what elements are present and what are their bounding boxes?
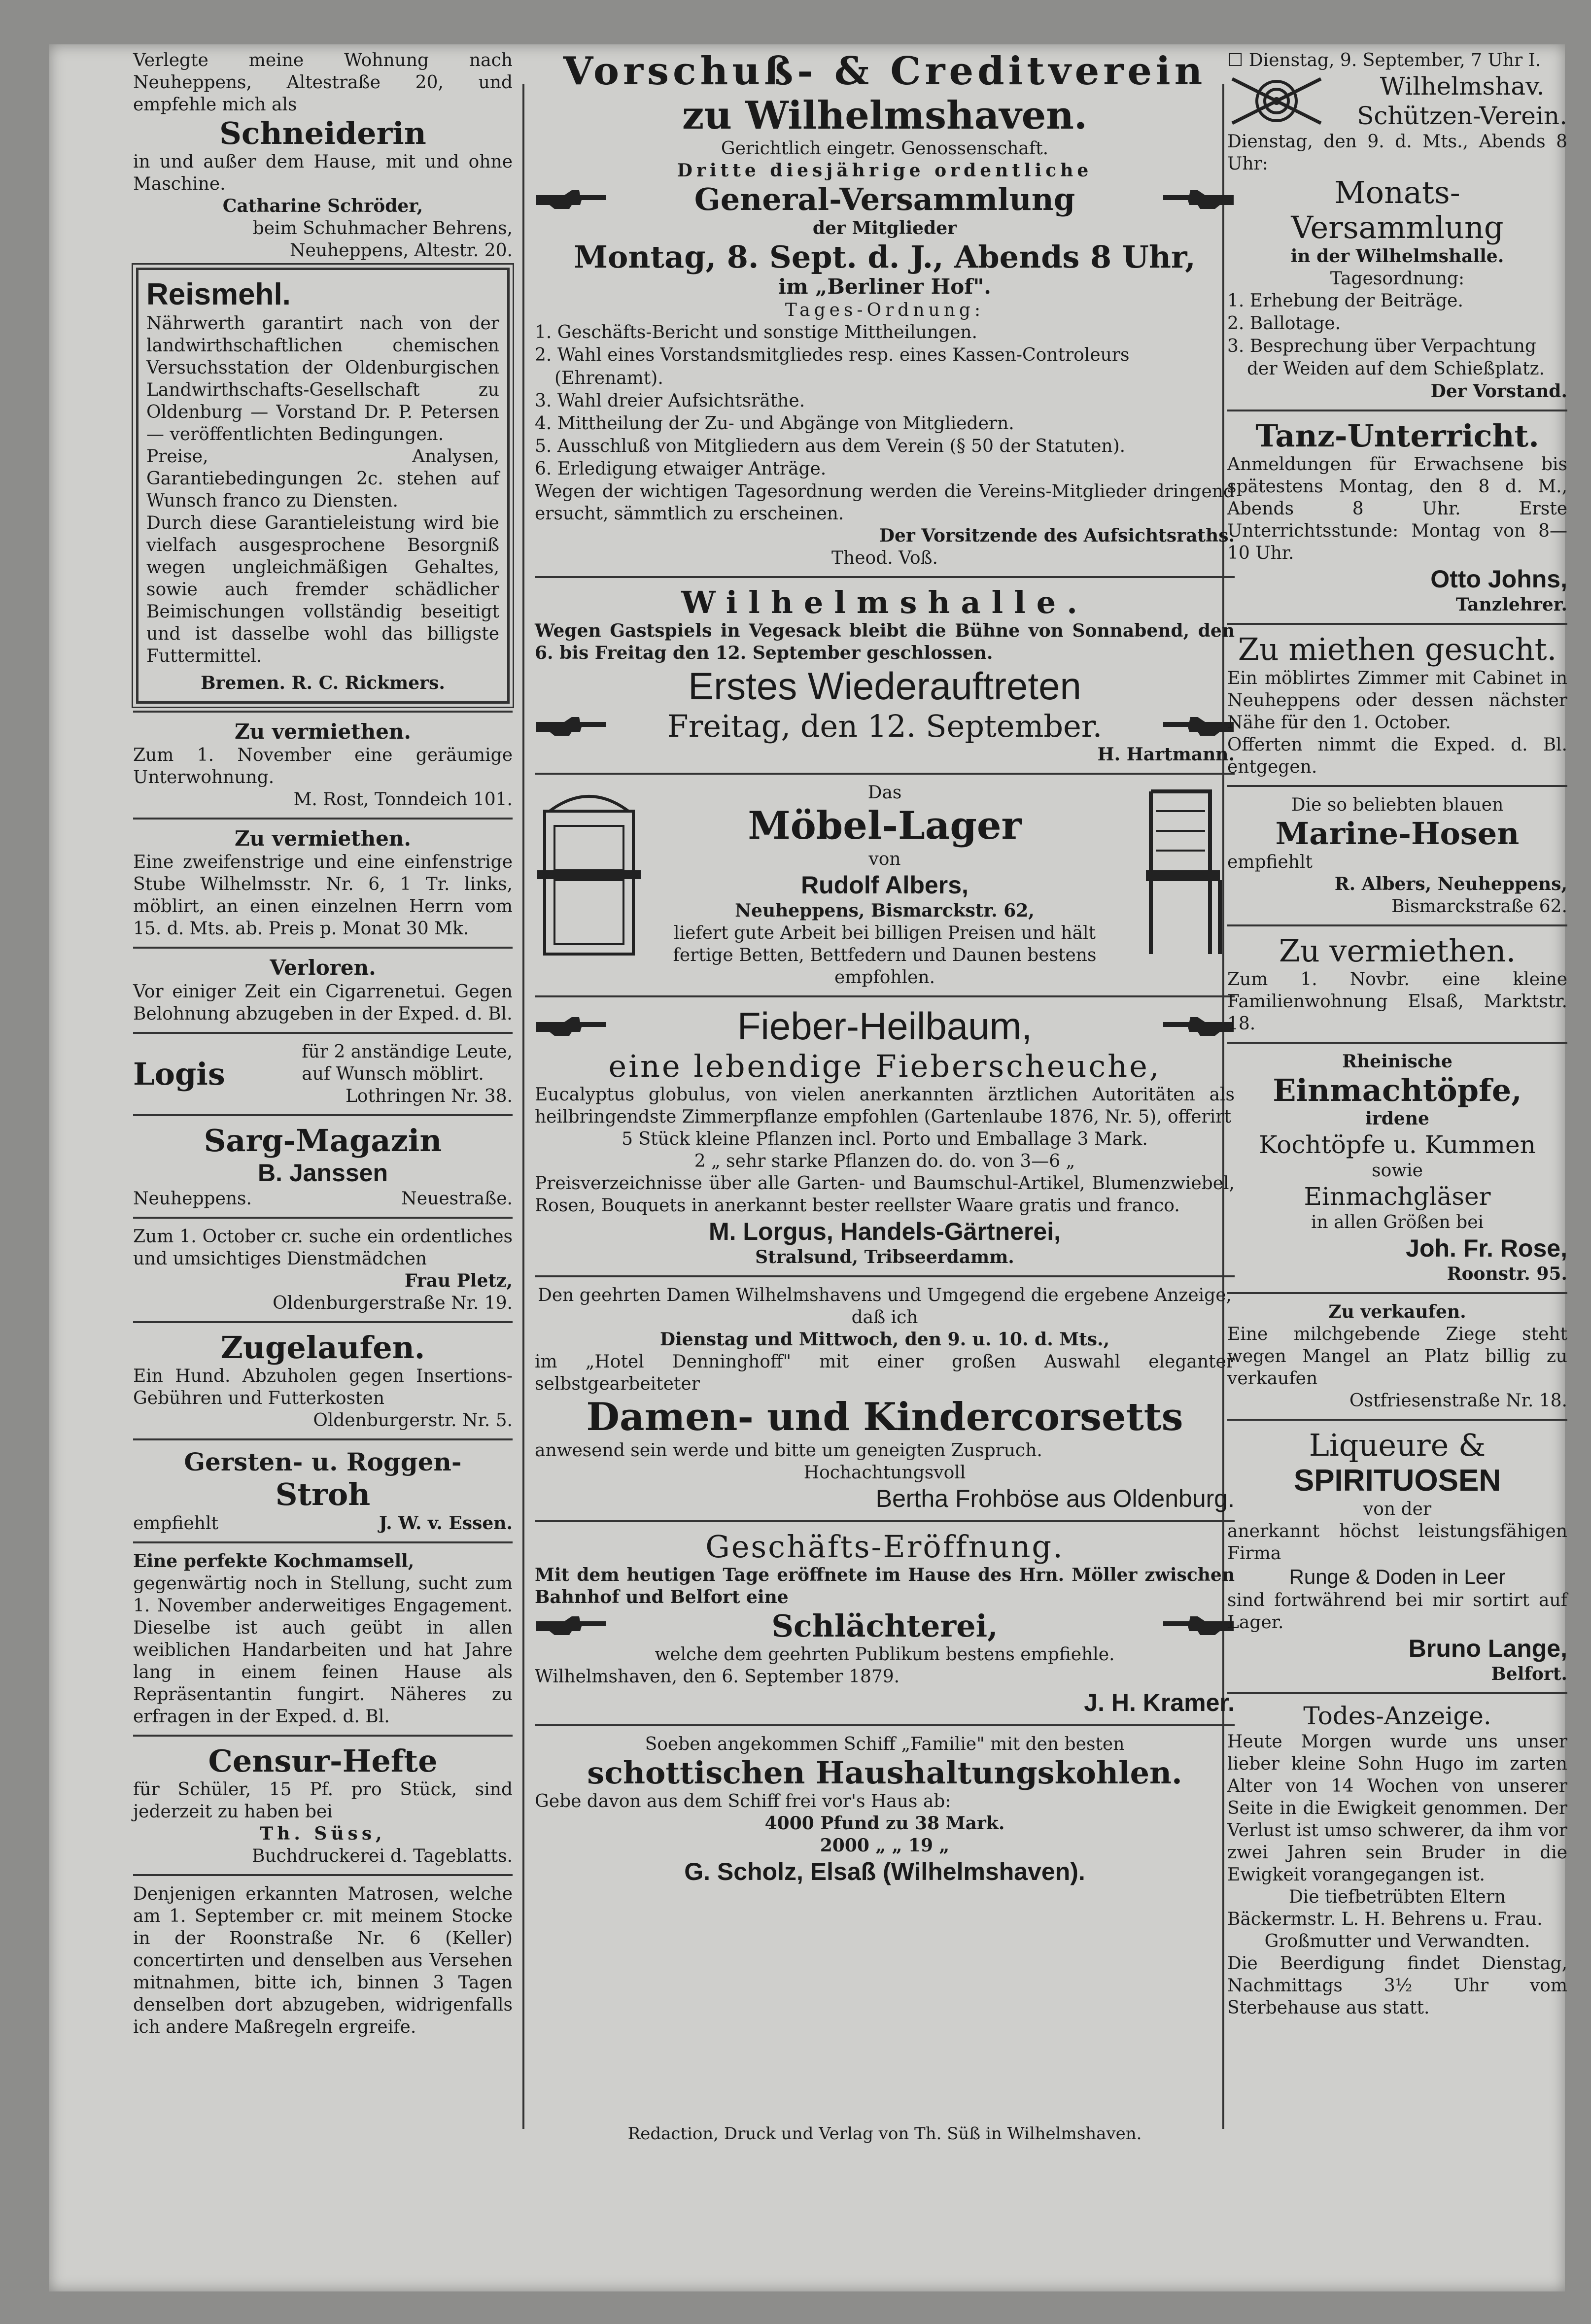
ad-text: Gerichtlich eingetr. Genossenschaft. [721, 138, 1049, 159]
ad-signature: Lothringen Nr. 38. [345, 1086, 513, 1106]
ad-zu-vermiethen [1227, 933, 1567, 1035]
ad-signature: R. Albers, Neuheppens, [1334, 873, 1567, 894]
ad-title: Zu vermiethen. [234, 719, 411, 744]
ad-title: Vorschuß- & Creditverein [563, 49, 1207, 94]
divider [1227, 623, 1567, 625]
ad-text: welche dem geehrten Publikum bestens empfiehle. [655, 1644, 1115, 1665]
ad-address: Neuheppens, Bismarckstr. 62, [735, 900, 1035, 921]
divider [133, 1874, 513, 1876]
ad-text: liefert gute Arbeit bei billigen Preisen und hält fertige Betten, Bettfedern und Daunen bestens empfohlen. [673, 923, 1097, 988]
ad-text: Wegen der wichtigen Tagesordnung werden die Vereins-Mitglieder dringend ersucht, sämmtlich zu erscheinen. [535, 481, 1235, 524]
ad-text: Neuestraße. [401, 1189, 513, 1209]
pointing-hand-right-icon [535, 715, 609, 738]
ad-signature: G. Scholz, Elsaß (Wilhelmshaven). [684, 1858, 1085, 1886]
column-rule-left [522, 84, 524, 2129]
agenda-item: 2. Ballotage. [1227, 313, 1341, 334]
pointing-hand-left-icon [1161, 1015, 1235, 1038]
ad-title: eine lebendige Fieberscheuche, [608, 1048, 1161, 1084]
ad-address: Roonstr. 95. [1447, 1264, 1567, 1285]
ad-text: sowie [1372, 1161, 1423, 1181]
pointing-hand-right-icon [535, 1015, 609, 1038]
ad-signature: Der Vorstand. [1430, 380, 1567, 402]
ad-title: zu Wilhelmshaven. [682, 93, 1088, 138]
chair-illustration [1126, 782, 1235, 959]
ad-text: Neuheppens. [133, 1189, 252, 1209]
ad-text: Zum 1. October cr. suche ein ordentliches und umsichtiges Dienstmädchen [133, 1227, 513, 1269]
ad-sarg-magazin [133, 1123, 513, 1210]
ad-title: Einmachgläser [1304, 1182, 1491, 1211]
ad-text: Offerten nimmt die Exped. d. Bl. entgegen. [1227, 734, 1567, 777]
ad-title: Logis [133, 1056, 225, 1092]
ad-text: sind fortwährend bei mir sortirt auf Lager. [1227, 1590, 1567, 1633]
ad-text: anwesend sein werde und bitte um geneigten Zuspruch. [535, 1440, 1042, 1461]
ad-ziege [1227, 1301, 1567, 1412]
ad-title: Einmachtöpfe, [1273, 1072, 1522, 1109]
ad-text: Wilhelmshaven, den 6. September 1879. [535, 1667, 900, 1687]
divider [133, 947, 513, 949]
ad-text: Das [867, 783, 902, 803]
divider [133, 1438, 513, 1440]
ad-title: Eine perfekte Kochmamsell, [133, 1550, 415, 1572]
ad-title: Zugelaufen. [220, 1330, 425, 1366]
ad-title: Zu verkaufen. [1328, 1301, 1466, 1323]
ad-title: Todes-Anzeige. [1303, 1702, 1491, 1731]
ad-reismehl [136, 268, 510, 703]
divider [1227, 924, 1567, 926]
ad-text: Verlegte meine Wohnung nach Neuheppens, Altestraße 20, und empfehle mich als [133, 50, 513, 115]
ad-text: Eine milchgebende Ziege steht wegen Mangel an Platz billig zu verkaufen [1227, 1324, 1567, 1389]
ad-liqueure [1227, 1428, 1567, 1685]
ad-text: Die Beerdigung findet Dienstag, Nachmittags 3½ Uhr vom Sterbehause aus statt. [1227, 1953, 1567, 2018]
ad-name: Rudolf Albers, [801, 871, 968, 899]
ad-text: auf Wunsch möblirt. [302, 1063, 484, 1084]
ad-text: Zum 1. November eine geräumige Unterwohnung. [133, 745, 513, 787]
ad-signature: J. H. Kramer. [1084, 1689, 1235, 1717]
ad-text: Dienstag, 9. September, 7 Uhr I. [1248, 50, 1541, 70]
ad-text [1227, 49, 1567, 71]
ad-miethen-gesucht [1227, 632, 1567, 778]
pointing-hand-right-icon [535, 1614, 609, 1637]
ad-text: Die so beliebten blauen [1291, 794, 1504, 815]
ad-signature: Bismarckstraße 62. [1391, 896, 1567, 917]
agenda-item: 4. Mittheilung der Zu- und Abgänge von Mitgliedern. [535, 413, 1014, 434]
ad-text: Denjenigen erkannten Matrosen, welche am 1. September cr. mit meinem Stocke in der Roonstraße Nr. 6 (Keller) concertirten und denselben aus Versehen mitnahmen, bitte ich, binnen 3 Tagen denselben dort abzugeben, widrigenfalls ich andere Maßregeln ergreife. [133, 1883, 513, 2037]
ad-title: Verloren. [270, 956, 376, 980]
ad-signature: Ostfriesenstraße Nr. 18. [1349, 1391, 1567, 1411]
divider [133, 1321, 513, 1323]
ad-text: Preise, Analysen, Garantiebedingungen 2c. stehen auf Wunsch franco zu Diensten. [146, 446, 499, 511]
ad-title: Wilhelmshav. [1380, 72, 1545, 101]
ad-text: Zum 1. Novbr. eine kleine Familienwohnung Elsaß, Marktstr. 18. [1227, 969, 1567, 1034]
ad-name: Catharine Schröder, [222, 196, 423, 217]
ad-text: von der [1363, 1499, 1432, 1519]
ad-title: Marine-Hosen [1275, 815, 1520, 852]
ad-text: Vor einiger Zeit ein Cigarrenetui. Gegen Belohnung abzugeben in der Exped. d. Bl. [133, 981, 513, 1024]
ad-signature: Frau Pletz, [404, 1270, 513, 1292]
ad-signature: Oldenburgerstr. Nr. 5. [313, 1410, 513, 1431]
ad-name: M. Lorgus, Handels-Gärtnerei, [708, 1217, 1061, 1245]
ad-text: Wegen Gastspiels in Vegesack bleibt die Bühne von Sonnabend, den 6. bis Freitag den 12. September geschlossen. [535, 620, 1235, 664]
agenda-item: 2. Wahl eines Vorstandsmitgliedes resp. eines Kassen-Controleurs (Ehrenamt). [535, 345, 1130, 388]
ad-title: Damen- und Kindercorsetts [586, 1394, 1183, 1439]
ad-vermiethen-2 [133, 826, 513, 940]
agenda-item: 1. Erhebung der Beiträge. [1227, 290, 1463, 311]
ad-marine-hosen [1227, 794, 1567, 918]
ad-text: 2000 „ „ 19 „ [820, 1835, 950, 1856]
ad-text: Durch diese Garantieleistung wird bie vielfach ausgesprochene Besorgniß wegen ungleichmäßigen Gehaltes, sowie auch fremder schädlicher Beimischungen vollständig beseitigt und ist dasselbe wohl das billigste Futtermittel. [146, 513, 499, 666]
divider [133, 711, 513, 713]
agenda-item: 1. Geschäfts-Bericht und sonstige Mittheilungen. [535, 322, 977, 343]
meeting-date: Dienstag, den 9. d. Mts., Abends 8 Uhr: [1227, 132, 1567, 174]
ad-text: für Schüler, 15 Pf. pro Stück, sind jederzeit zu haben bei [133, 1779, 513, 1822]
ad-text: empfiehlt [1227, 852, 1313, 872]
divider [1227, 1419, 1567, 1421]
ad-signature: Bremen. R. C. Rickmers. [201, 672, 445, 693]
ad-creditverein [535, 49, 1235, 569]
ad-text: in allen Größen bei [1311, 1212, 1484, 1233]
ad-schuetzen-verein [1227, 49, 1567, 403]
ad-stroh [133, 1447, 513, 1534]
divider [133, 1217, 513, 1219]
ad-text: in und außer dem Hause, mit und ohne Maschine. [133, 152, 513, 195]
cabinet-illustration [535, 782, 643, 959]
ad-title: Wilhelmshalle. [681, 584, 1088, 620]
ad-title: Monats- [1334, 174, 1460, 210]
divider [535, 576, 1235, 578]
ad-title: Versammlung [1291, 209, 1504, 246]
ad-text: 5 Stück kleine Pflanzen incl. Porto und Emballage 3 Mark. [622, 1128, 1148, 1149]
ad-title: Reismehl. [146, 277, 291, 312]
divider [1227, 1692, 1567, 1694]
ad-text: 2 „ sehr starke Pflanzen do. do. von 3—6 „ [694, 1151, 1075, 1171]
ad-address: Stralsund, Tribseerdamm. [755, 1246, 1014, 1267]
ad-matrosen [133, 1883, 513, 2038]
ad-text: für 2 anständige Leute, [302, 1041, 513, 1062]
ad-tanz-unterricht [1227, 418, 1567, 616]
ad-title: Gersten- u. Roggen- [184, 1447, 462, 1477]
agenda-title: Tagesordnung: [1330, 268, 1465, 289]
ad-signature: Theod. Voß. [831, 547, 938, 568]
ad-text: Hochachtungsvoll [803, 1462, 966, 1483]
ad-text: Dritte diesjährige ordentliche [677, 160, 1093, 181]
divider [1227, 1042, 1567, 1044]
divider [133, 1541, 513, 1543]
divider [1227, 785, 1567, 787]
divider [535, 773, 1235, 775]
divider [133, 1735, 513, 1737]
event-date: Dienstag und Mittwoch, den 9. u. 10. d. Mts., [659, 1329, 1110, 1350]
ad-name: Bruno Lange, [1408, 1635, 1567, 1663]
ad-title: Möbel-Lager [748, 803, 1022, 849]
ad-title: Sarg-Magazin [204, 1122, 442, 1159]
pointing-hand-right-icon [535, 188, 609, 211]
ad-kochmamsell [133, 1550, 513, 1728]
ad-text: Heute Morgen wurde uns unser lieber kleine Sohn Hugo im zarten Alter von 14 Wochen von unserer Seite in die Ewigkeit genommen. Der Verlust ist umso schwerer, da ihm vor zwei Jahren sein Bruder in die Ewigkeit vorangegangen ist. [1227, 1732, 1567, 1885]
ad-text: Anmeldungen für Erwachsene bis spätestens Montag, den 8 d. M., Abends 8 Uhr. Erste Unterrichtsstunde: Montag von 8—10 Uhr. [1227, 454, 1567, 564]
ad-signature: Buchdruckerei d. Tageblatts. [251, 1846, 513, 1866]
event-date: Freitag, den 12. September. [667, 708, 1103, 744]
divider [1227, 1292, 1567, 1294]
ad-corsetts [535, 1284, 1235, 1513]
ad-vermiethen-1 [133, 719, 513, 811]
ad-firm: Runge & Doden in Leer [1289, 1565, 1506, 1588]
divider [535, 1275, 1235, 1277]
pointing-hand-left-icon [1161, 715, 1235, 738]
ad-verloren [133, 956, 513, 1025]
ad-title: Tanz-Unterricht. [1255, 417, 1539, 454]
meeting-place: in der Wilhelmshalle. [1290, 245, 1504, 267]
pointing-hand-left-icon [1161, 188, 1235, 211]
ad-text: im „Hotel Denninghoff" mit einer großen Auswahl eleganter selbstgearbeiteter [535, 1351, 1235, 1394]
meeting-place: im „Berliner Hof". [778, 274, 991, 299]
ad-name: Th. Süss, [260, 1823, 386, 1844]
ad-title: Geschäfts-Eröffnung. [705, 1528, 1064, 1565]
middle-column [535, 49, 1235, 1890]
ad-moebel-lager [535, 782, 1235, 989]
ad-logis [133, 1041, 513, 1107]
ad-censur-hefte [133, 1743, 513, 1867]
divider [535, 1724, 1235, 1726]
ad-text: Bäckermstr. L. H. Behrens u. Frau. [1227, 1909, 1543, 1930]
ad-signature: Bertha Frohböse aus Oldenburg. [875, 1484, 1235, 1512]
ad-todes-anzeige [1227, 1701, 1567, 2019]
ad-wilhelmshalle [535, 585, 1235, 766]
ad-title: Zu vermiethen. [234, 826, 411, 851]
ad-text: 4000 Pfund zu 38 Mark. [764, 1813, 1005, 1834]
ad-title: Censur-Hefte [208, 1743, 438, 1779]
ad-name: B. Janssen [257, 1159, 388, 1187]
divider [133, 1114, 513, 1116]
ad-text: Eine zweifenstrige und eine einfenstrige Stube Wilhelmsstr. Nr. 6, 1 Tr. links, möblirt, an einen einzelnen Herrn vom 15. d. Mts. ab. Preis p. Monat 30 Mk. [133, 852, 513, 939]
ad-title: Stroh [275, 1476, 371, 1513]
ad-title: Kochtöpfe u. Kummen [1259, 1130, 1536, 1160]
ad-text: gegenwärtig noch in Stellung, sucht zum 1. November anderweitiges Engagement. Dieselbe ist auch geübt in allen weiblichen Handarbeiten und hat Jahre lang in einem feinen Hause als Repräsentantin fungirt. Näheres zu erfragen in der Exped. d. Bl. [133, 1573, 513, 1727]
ad-title: Fieber-Heilbaum, [737, 1004, 1033, 1048]
ad-title: Schlächterei, [771, 1607, 998, 1644]
ad-text: Preisverzeichnisse über alle Garten- und Baumschul-Artikel, Blumenzwiebel, Rosen, Bouquets in anerkannt bester reellster Waare gratis und franco. [535, 1173, 1235, 1216]
ad-text: Ein Hund. Abzuholen gegen Insertions-Gebühren und Futterkosten [133, 1366, 513, 1409]
ad-text: empfiehlt [133, 1513, 218, 1534]
ad-text: Nährwerth garantirt nach von der landwirthschaftlichen chemischen Versuchsstation der Oldenburgischen Landwirthschafts-Gesellschaft zu Oldenburg — Vorstand Dr. P. Petersen — veröffentlichten Bedingungen. [146, 313, 499, 444]
ad-text: Den geehrten Damen Wilhelmshavens und Umgegend die ergebene Anzeige, daß ich [538, 1285, 1232, 1328]
ad-title: General-Versammlung [694, 181, 1075, 218]
ad-title: Schneiderin [219, 115, 426, 151]
ad-name: Joh. Fr. Rose, [1406, 1234, 1567, 1263]
left-column [133, 49, 513, 2042]
ad-signature: Belfort. [1491, 1664, 1567, 1685]
divider [133, 818, 513, 820]
divider [535, 995, 1235, 997]
agenda-item: 5. Ausschluß von Mitgliedern aus dem Verein (§ 50 der Statuten). [535, 436, 1126, 456]
ad-dienstmaedchen [133, 1226, 513, 1314]
ad-title: Schützen-Verein. [1357, 102, 1567, 130]
ad-name: Otto Johns, [1430, 565, 1567, 593]
ad-title: Liqueure & [1309, 1427, 1486, 1464]
meeting-date: Montag, 8. Sept. d. J., Abends 8 Uhr, [574, 239, 1196, 275]
ad-text: von [868, 849, 901, 869]
ad-kohlen [535, 1733, 1235, 1886]
ad-text: Mit dem heutigen Tage eröffnete im Hause des Hrn. Möller zwischen Bahnhof und Belfort eine [535, 1564, 1235, 1607]
ad-text: anerkannt höchst leistungsfähigen Firma [1227, 1521, 1567, 1564]
ad-signature: H. Hartmann. [1097, 744, 1235, 765]
ad-text: Die tiefbetrübten Eltern [1288, 1887, 1506, 1908]
ad-text: Eucalyptus globulus, von vielen anerkannten ärztlichen Autoritäten als heilbringendste Zimmerpflanze empfohlen (Gartenlaube 1876, Nr. 5), offerirt [535, 1084, 1235, 1127]
ad-title: Zu miethen gesucht. [1238, 631, 1557, 668]
ad-signature: Oldenburgerstraße Nr. 19. [273, 1293, 513, 1314]
divider [535, 1520, 1235, 1522]
ad-address: Neuheppens, Altestr. 20. [289, 240, 513, 261]
ad-title: SPIRITUOSEN [1293, 1463, 1501, 1498]
target-crossed-rifles-icon [1227, 74, 1326, 128]
ad-zugelaufen [133, 1330, 513, 1432]
ad-text: Soeben angekommen Schiff „Familie" mit den besten [645, 1734, 1125, 1755]
ad-signature: J. W. v. Essen. [379, 1512, 513, 1534]
ad-title: schottischen Haushaltungskohlen. [587, 1755, 1182, 1791]
ad-text: irdene [1365, 1108, 1429, 1129]
ad-schlaechterei [535, 1529, 1235, 1718]
ad-signature: Der Vorsitzende des Aufsichtsraths. [879, 525, 1235, 546]
agenda-item: 3. Wahl dreier Aufsichtsräthe. [535, 390, 805, 411]
agenda-title: Tages-Ordnung: [785, 300, 985, 321]
pointing-hand-left-icon [1161, 1614, 1235, 1637]
ad-fieber-heilbaum [535, 1004, 1235, 1268]
ad-einmachtoepfe [1227, 1051, 1567, 1285]
ad-text: Rheinische [1342, 1051, 1453, 1072]
ad-schneiderin [133, 49, 513, 262]
ad-title: Zu vermiethen. [1279, 932, 1516, 969]
agenda-item: 6. Erledigung etwaiger Anträge. [535, 458, 827, 479]
ad-text: der Mitglieder [812, 217, 957, 239]
imprint-footer: Redaction, Druck und Verlag von Th. Süß in Wilhelmshaven. [627, 2124, 1142, 2144]
ad-signature: Tanzlehrer. [1455, 594, 1567, 615]
ad-text: Ein möblirtes Zimmer mit Cabinet in Neuheppens oder dessen nächster Nähe für den 1. October. [1227, 668, 1567, 733]
right-column [1227, 49, 1567, 2023]
ad-text: Großmutter und Verwandten. [1264, 1931, 1530, 1952]
ad-address: beim Schuhmacher Behrens, [252, 218, 513, 239]
divider [133, 1032, 513, 1034]
checkbox-icon: ☐ [1227, 50, 1249, 70]
ad-text: Gebe davon aus dem Schiff frei vor's Haus ab: [535, 1791, 951, 1812]
ad-signature: M. Rost, Tonndeich 101. [293, 789, 513, 810]
agenda-item: 3. Besprechung über Verpachtung der Weiden auf dem Schießplatz. [1227, 336, 1545, 379]
ad-title: Erstes Wiederauftreten [688, 664, 1081, 708]
divider [1227, 410, 1567, 411]
